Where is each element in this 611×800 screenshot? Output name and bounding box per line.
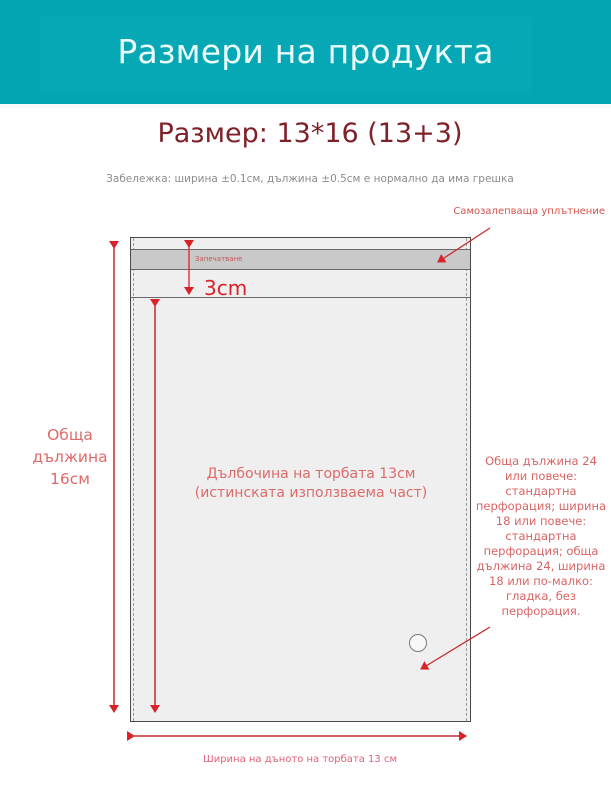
seal-pointer-arrow-icon bbox=[438, 228, 490, 262]
seal-band-text: Запечатване bbox=[195, 255, 243, 263]
total-length-line1: Обща bbox=[47, 426, 93, 444]
bag-depth-line1: Дълбочина на торбата 13см bbox=[206, 466, 416, 482]
perforation-note: Обща дължина 24 или повече: стандартна перфорация; ширина 18 или повече: стандартна перфорация; обща дължина 24, ширина 18 или по-малко: гладка, без перфорация. bbox=[475, 454, 607, 618]
seal-label: Самозалепваща уплътнение bbox=[453, 206, 605, 217]
hole-pointer-arrow-icon bbox=[421, 627, 490, 669]
size-title: Размер: 13*16 (13+3) bbox=[157, 118, 463, 149]
total-length-line2: дължина bbox=[32, 448, 108, 466]
flap-height-label: 3cm bbox=[204, 276, 248, 300]
total-length-line3: 16см bbox=[50, 470, 90, 488]
page-title: Размери на продукта bbox=[117, 32, 494, 71]
bag-depth-line2: (истинската използваема част) bbox=[194, 485, 428, 501]
tolerance-note: Забележка: ширина ±0.1см, дължина ±0.5см е нормално да има грешка bbox=[106, 173, 514, 185]
bottom-width-label: Ширина на дъното на торбата 13 см bbox=[203, 754, 397, 765]
